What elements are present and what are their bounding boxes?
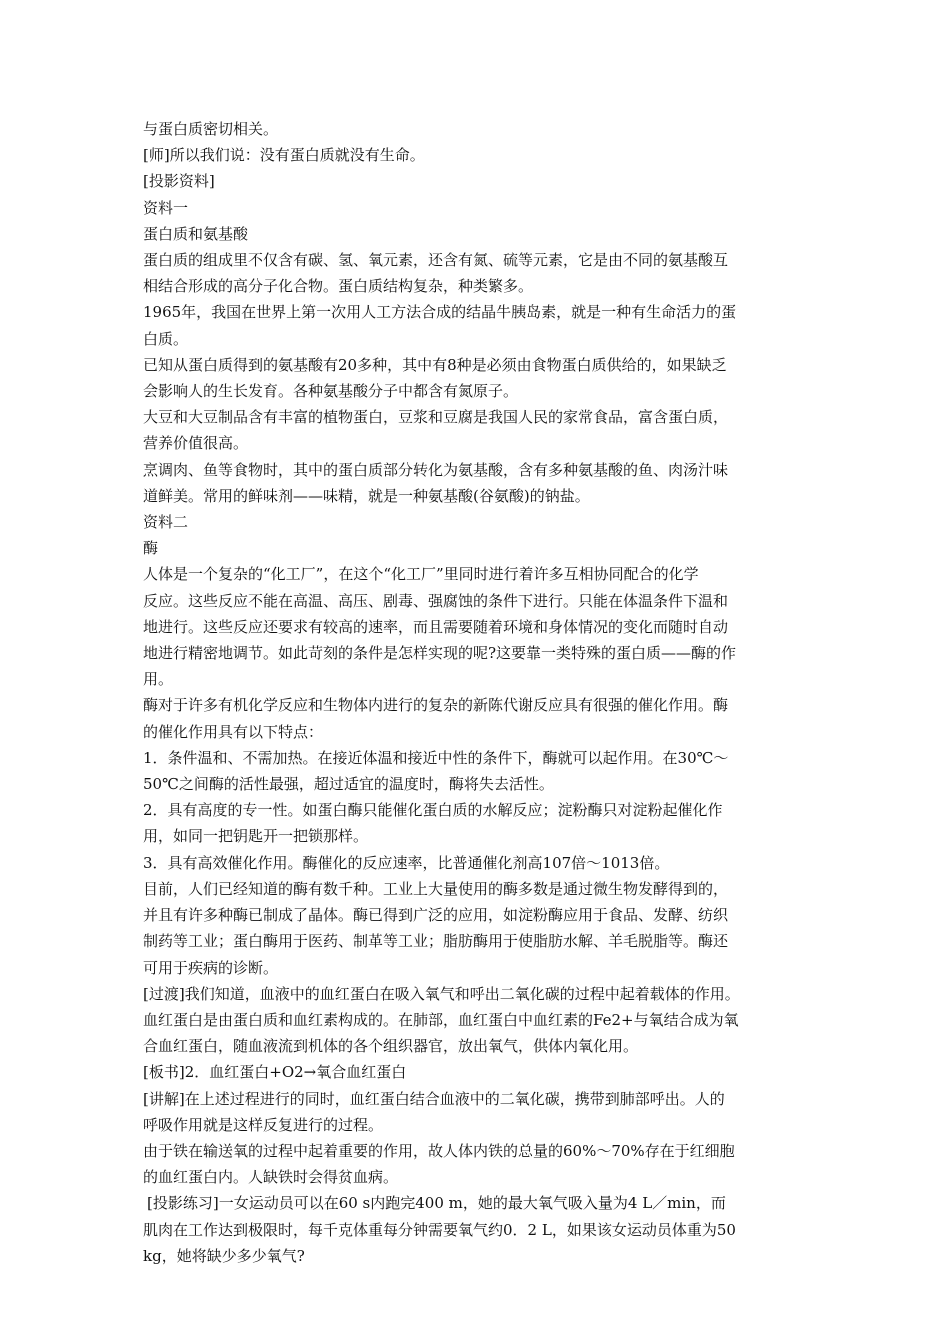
board-note: [板书]2．血红蛋白+O2→氧合血红蛋白 [143, 1063, 407, 1082]
list-item: 1．条件温和、不需加热。在接近体温和接近中性的条件下，酶就可以起作用。在30℃～ [143, 748, 729, 767]
text-line: 目前，人们已经知道的酶有数千种。工业上大量使用的酶多数是通过微生物发酵得到的， [143, 879, 729, 898]
text-line: 酶对于许多有机化学反应和生物体内进行的复杂的新陈代谢反应具有很强的催化作用。酶 [143, 696, 729, 715]
exercise-line: kg，她将缺少多少氧气? [143, 1246, 305, 1265]
exercise-line: [投影练习]一女运动员可以在60 s内跑完400 m，她的最大氧气吸入量为4 L／min，而 [147, 1194, 726, 1213]
list-item: 2．具有高度的专一性。如蛋白酶只能催化蛋白质的水解反应；淀粉酶只对淀粉起催化作 [143, 801, 723, 820]
text-line: 用。 [143, 670, 174, 689]
text-line: 的血红蛋白内。人缺铁时会得贫血病。 [143, 1168, 399, 1187]
text-line: 用，如同一把钥匙开一把锁那样。 [143, 827, 369, 846]
text-line: 相结合形成的高分子化合物。蛋白质结构复杂，种类繁多。 [143, 277, 534, 296]
text-line: 可用于疾病的诊断。 [143, 958, 279, 977]
text-line: 反应。这些反应不能在高温、高压、剧毒、强腐蚀的条件下进行。只能在体温条件下温和 [143, 591, 729, 610]
text-line: 的催化作用具有以下特点： [143, 722, 324, 741]
text-line: 烹调肉、鱼等食物时，其中的蛋白质部分转化为氨基酸，含有多种氨基酸的鱼、肉汤汁味 [143, 460, 729, 479]
text-line: 合血红蛋白，随血液流到机体的各个组织器官，放出氧气，供体内氧化用。 [143, 1037, 639, 1056]
text-line: [投影资料] [143, 172, 215, 191]
text-line: 呼吸作用就是这样反复进行的过程。 [143, 1115, 384, 1134]
document-page [143, 116, 813, 1269]
exercise-line: 肌肉在工作达到极限时，每千克体重每分钟需要氧气约0．2 L，如果该女运动员体重为50 [143, 1220, 736, 1239]
text-line: 会影响人的生长发育。各种氨基酸分子中都含有氮原子。 [143, 382, 519, 401]
text-line: 制药等工业；蛋白酶用于医药、制革等工业；脂肪酶用于使脂肪水解、羊毛脱脂等。酶还 [143, 932, 729, 951]
text-line: 1965年，我国在世界上第一次用人工方法合成的结晶牛胰岛素，就是一种有生命活力的蛋 [143, 303, 737, 322]
text-line: 血红蛋白是由蛋白质和血红素构成的。在肺部，血红蛋白中血红素的Fe2+与氧结合成为氧 [143, 1010, 739, 1029]
list-item: 3．具有高效催化作用。酶催化的反应速率，比普通催化剂高107倍～1013倍。 [143, 853, 670, 872]
text-line: 已知从蛋白质得到的氨基酸有20多种，其中有8种是必须由食物蛋白质供给的，如果缺乏 [143, 355, 727, 374]
text-line: 50℃之间酶的活性最强，超过适宜的温度时，酶将失去活性。 [143, 775, 554, 794]
text-line: [师]所以我们说：没有蛋白质就没有生命。 [143, 146, 425, 165]
text-line: 人体是一个复杂的“化工厂”，在这个“化工厂”里同时进行着许多互相协同配合的化学 [143, 565, 699, 584]
section-heading: 资料二 [143, 513, 189, 532]
text-line: 由于铁在输送氧的过程中起着重要的作用，故人体内铁的总量的60%～70%存在于红细胞 [143, 1141, 735, 1160]
text-line: 地进行。这些反应还要求有较高的速率，而且需要随着环境和身体情况的变化而随时自动 [143, 617, 729, 636]
text-line: 蛋白质的组成里不仅含有碳、氢、氧元素，还含有氮、硫等元素，它是由不同的氨基酸互 [143, 251, 729, 270]
text-line: 白质。 [143, 329, 189, 348]
text-line: [讲解]在上述过程进行的同时，血红蛋白结合血液中的二氧化碳，携带到肺部呼出。人的 [143, 1089, 725, 1108]
text-line: [过渡]我们知道，血液中的血红蛋白在吸入氧气和呼出二氧化碳的过程中起着载体的作用。 [143, 984, 740, 1003]
text-line: 并且有许多种酶已制成了晶体。酶已得到广泛的应用，如淀粉酶应用于食品、发酵、纺织 [143, 906, 729, 925]
text-line: 大豆和大豆制品含有丰富的植物蛋白，豆浆和豆腐是我国人民的家常食品，富含蛋白质， [143, 408, 729, 427]
text-line: 营养价值很高。 [143, 434, 249, 453]
section-heading: 资料一 [143, 198, 189, 217]
section-subheading: 蛋白质和氨基酸 [143, 224, 249, 243]
text-line: 道鲜美。常用的鲜味剂——味精，就是一种氨基酸(谷氨酸)的钠盐。 [143, 486, 590, 505]
text-line: 地进行精密地调节。如此苛刻的条件是怎样实现的呢?这要靠一类特殊的蛋白质——酶的作 [143, 644, 737, 663]
section-subheading: 酶 [143, 539, 159, 558]
text-line: 与蛋白质密切相关。 [143, 120, 279, 138]
